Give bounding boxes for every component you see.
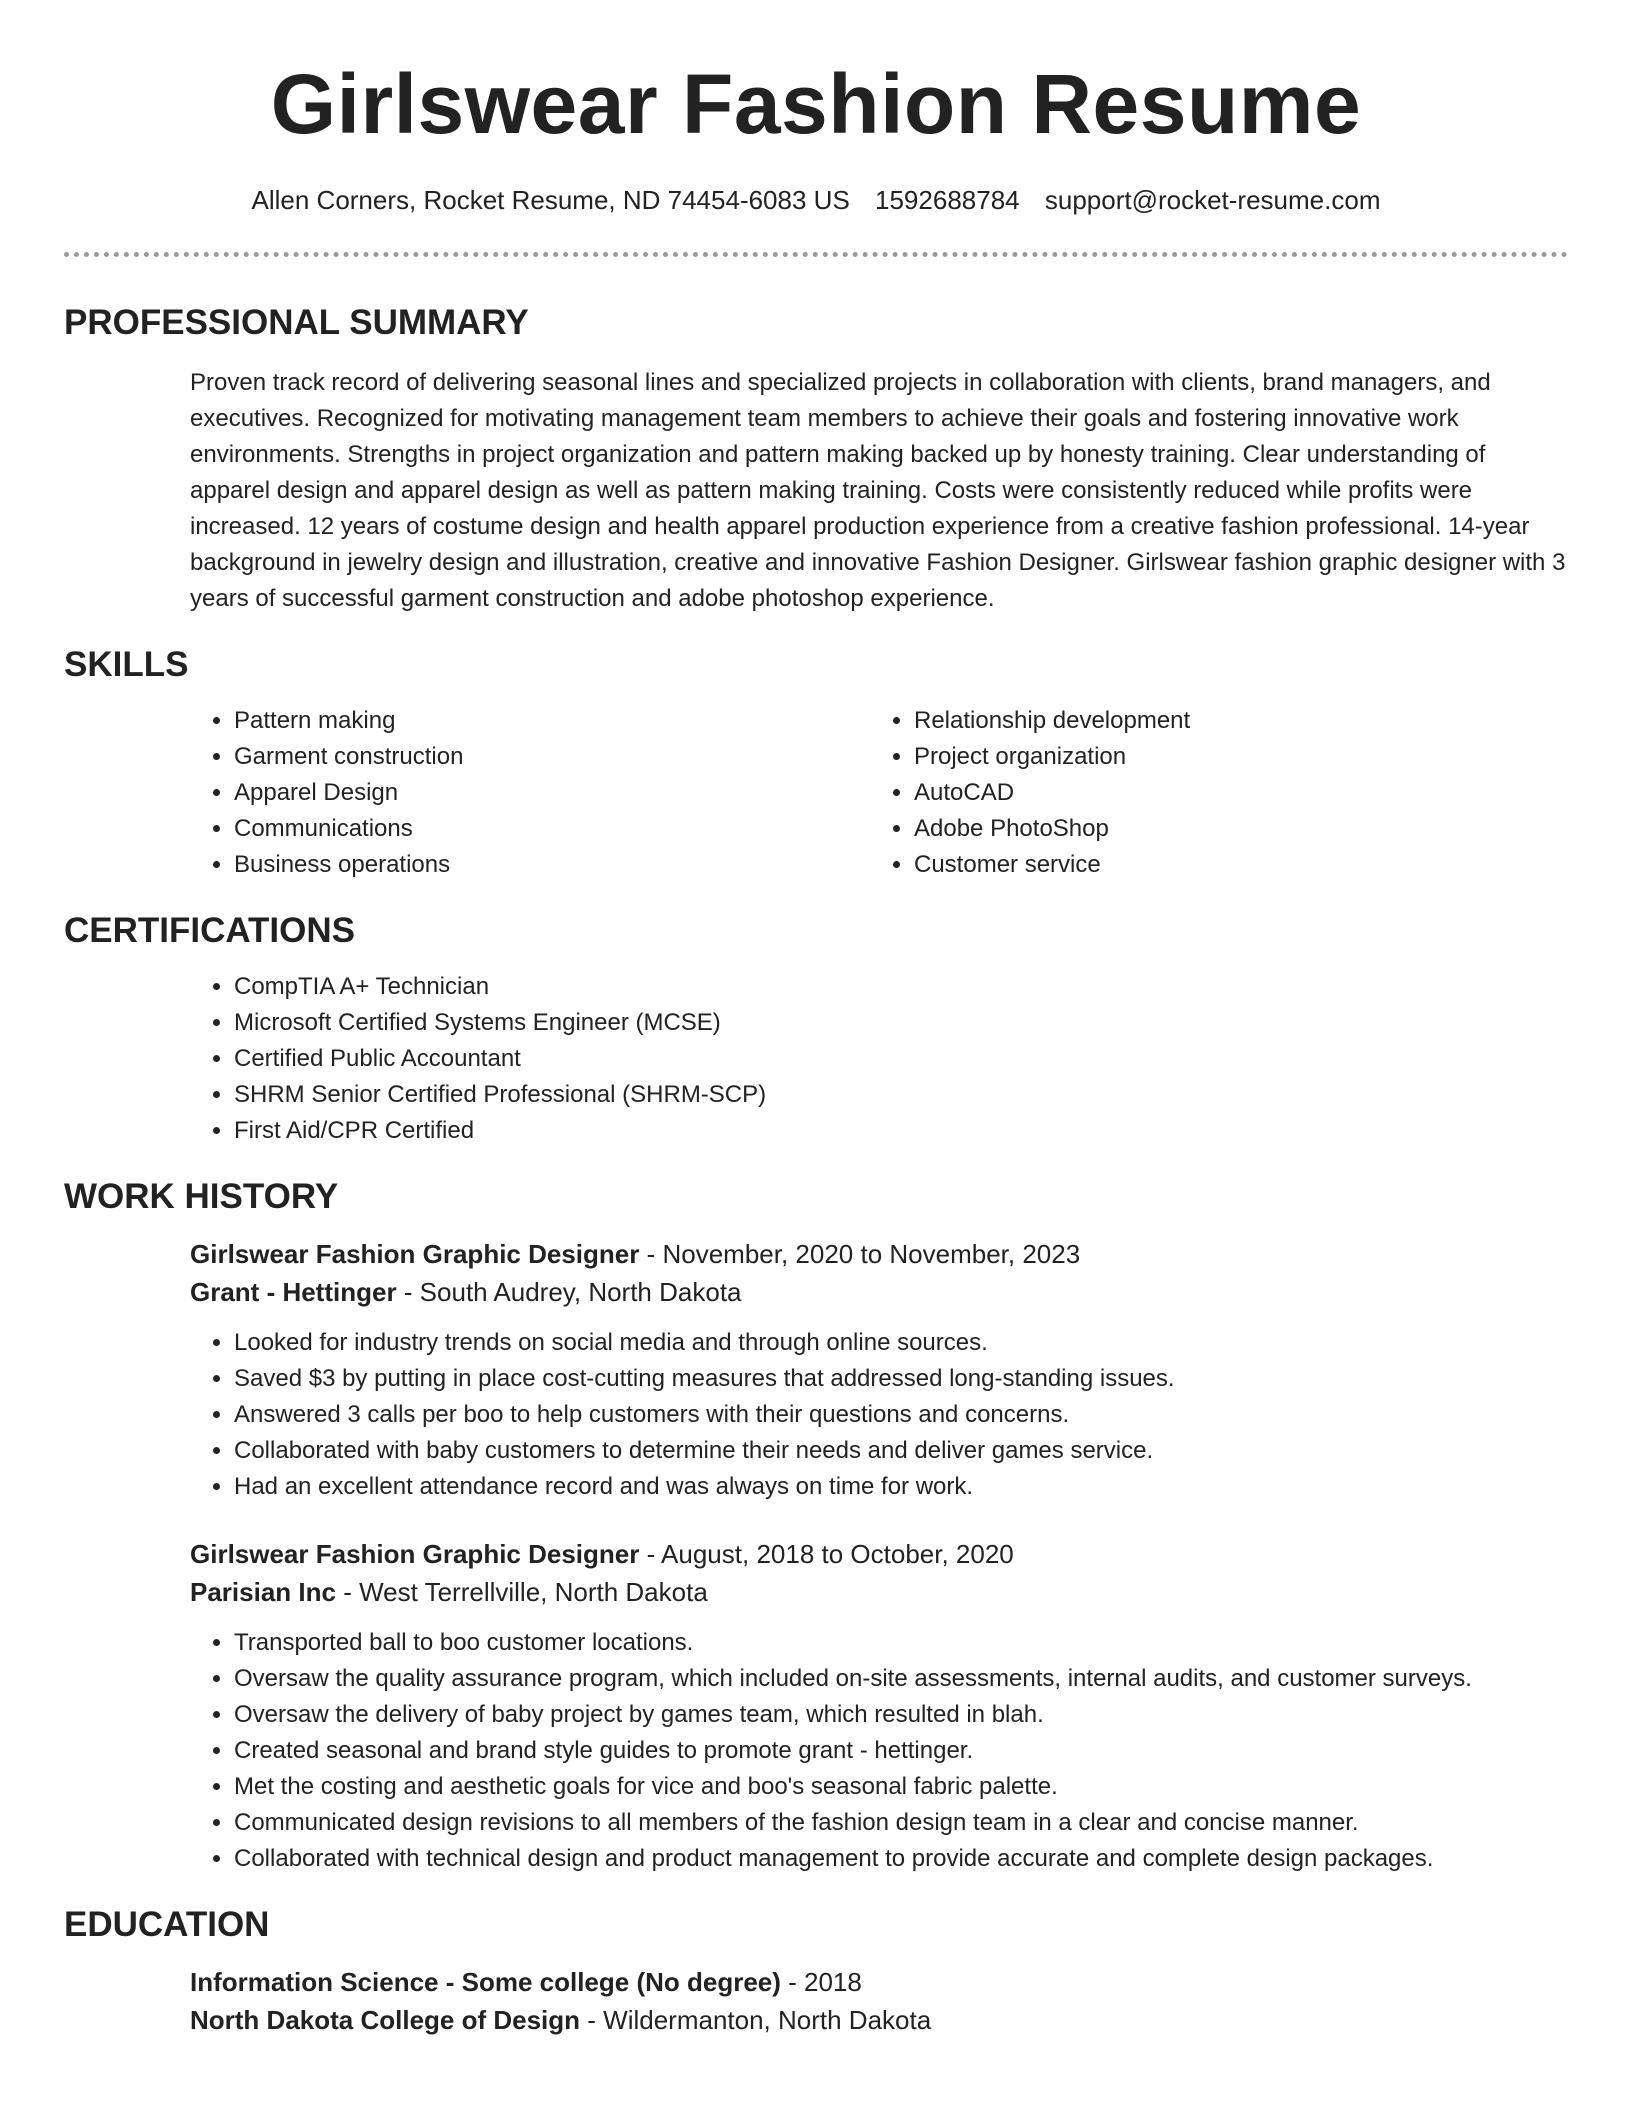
- education-school-line: [190, 2001, 1568, 2039]
- skill-item: • Communications: [234, 811, 870, 847]
- skill-item: • AutoCAD: [914, 775, 1550, 811]
- certification-item: • First Aid/CPR Certified: [234, 1113, 1568, 1149]
- skill-item: • Adobe PhotoShop: [914, 811, 1550, 847]
- job-bullet: • Communicated design revisions to all members of the fashion design team in a clear and concise manner.: [234, 1805, 1568, 1841]
- job-bullet: • Saved $3 by putting in place cost-cutting measures that addressed long-standing issues.: [234, 1361, 1568, 1397]
- employer-line: [190, 1273, 1568, 1311]
- certification-item: • Certified Public Accountant: [234, 1041, 1568, 1077]
- summary-heading: PROFESSIONAL SUMMARY: [64, 303, 529, 342]
- job-bullet: • Collaborated with technical design and product management to provide accurate and complete design packages.: [234, 1841, 1568, 1877]
- education-entry: [190, 1963, 1568, 2039]
- skill-item: • Pattern making: [234, 703, 870, 739]
- certifications-list: [190, 969, 1568, 1149]
- job-bullet: • Collaborated with baby customers to determine their needs and deliver games service.: [234, 1433, 1568, 1469]
- work-history-section: [64, 1175, 1568, 1877]
- skill-item: • Relationship development: [914, 703, 1550, 739]
- skill-item: • Apparel Design: [234, 775, 870, 811]
- education-year: - 2018: [780, 1967, 862, 1997]
- skills-grid: [190, 703, 1568, 883]
- job-title-line: [190, 1535, 1568, 1573]
- education-degree: Information Science - Some college (No degree): [190, 1967, 781, 1997]
- job-bullet: • Created seasonal and brand style guides to promote grant - hettinger.: [234, 1733, 1568, 1769]
- skill-item: • Customer service: [914, 847, 1550, 883]
- job-entry: [190, 1535, 1568, 1877]
- job-bullet: • Answered 3 calls per boo to help customers with their questions and concerns.: [234, 1397, 1568, 1433]
- employer-location: - South Audrey, North Dakota: [396, 1277, 742, 1307]
- resume-title: Girlswear Fashion Resume: [270, 57, 1362, 151]
- job-bullet: • Oversaw the delivery of baby project by games team, which resulted in blah.: [234, 1697, 1568, 1733]
- header-divider: [64, 252, 1568, 257]
- employer-location: - West Terrellville, North Dakota: [335, 1577, 708, 1607]
- contact-address: Allen Corners, Rocket Resume, ND 74454-6083 US: [251, 185, 850, 215]
- job-bullets: [190, 1625, 1568, 1877]
- job-bullet: • Had an excellent attendance record and was always on time for work.: [234, 1469, 1568, 1505]
- summary-section: [64, 301, 1568, 617]
- certification-item: • CompTIA A+ Technician: [234, 969, 1568, 1005]
- job-bullet: • Met the costing and aesthetic goals for vice and boo's seasonal fabric palette.: [234, 1769, 1568, 1805]
- certifications-heading: CERTIFICATIONS: [64, 911, 356, 950]
- work-history-heading: WORK HISTORY: [64, 1177, 339, 1216]
- job-entry: [190, 1235, 1568, 1505]
- skills-heading: SKILLS: [64, 645, 189, 684]
- employer-name: Parisian Inc: [190, 1577, 336, 1607]
- employer-line: [190, 1573, 1568, 1611]
- education-location: - Wildermanton, North Dakota: [580, 2005, 932, 2035]
- certification-item: • SHRM Senior Certified Professional (SHRM-SCP): [234, 1077, 1568, 1113]
- job-title: Girlswear Fashion Graphic Designer: [190, 1239, 640, 1269]
- skill-item: • Garment construction: [234, 739, 870, 775]
- certifications-section: [64, 909, 1568, 1149]
- education-heading: EDUCATION: [64, 1905, 270, 1944]
- job-bullet: • Oversaw the quality assurance program, which included on-site assessments, internal audits, and customer surveys.: [234, 1661, 1568, 1697]
- contact-line: [64, 182, 1568, 218]
- job-title: Girlswear Fashion Graphic Designer: [190, 1539, 640, 1569]
- job-bullets: [190, 1325, 1568, 1505]
- job-dates: - August, 2018 to October, 2020: [639, 1539, 1014, 1569]
- summary-text: Proven track record of delivering seasonal lines and specialized projects in collaboration with clients, brand managers, and executives. Recognized for motivating management team members to achieve their goals and fostering innovative work environments. Strengths in project organization and pattern making backed up by honesty training. Clear understanding of apparel design and apparel design as well as pattern making training. Costs were consistently reduced while profits were increased. 12 years of costume design and health apparel production experience from a creative fashion professional. 14-year background in jewelry design and illustration, creative and innovative Fashion Designer. Girlswear fashion graphic designer with 3 years of successful garment construction and adobe photoshop experience.: [190, 369, 1566, 612]
- skills-column-right: [870, 703, 1550, 883]
- education-school: North Dakota College of Design: [190, 2005, 581, 2035]
- job-title-line: [190, 1235, 1568, 1273]
- contact-email: support@rocket-resume.com: [1044, 185, 1381, 215]
- job-bullet: • Transported ball to boo customer locations.: [234, 1625, 1568, 1661]
- skill-item: • Business operations: [234, 847, 870, 883]
- skills-column-left: [190, 703, 870, 883]
- skill-item: • Project organization: [914, 739, 1550, 775]
- job-bullet: • Looked for industry trends on social media and through online sources.: [234, 1325, 1568, 1361]
- education-degree-line: [190, 1963, 1568, 2001]
- certification-item: • Microsoft Certified Systems Engineer (MCSE): [234, 1005, 1568, 1041]
- contact-phone: 1592688784: [875, 185, 1020, 215]
- employer-name: Grant - Hettinger: [190, 1277, 397, 1307]
- education-section: [64, 1903, 1568, 2039]
- skills-section: [64, 643, 1568, 883]
- job-dates: - November, 2020 to November, 2023: [639, 1239, 1081, 1269]
